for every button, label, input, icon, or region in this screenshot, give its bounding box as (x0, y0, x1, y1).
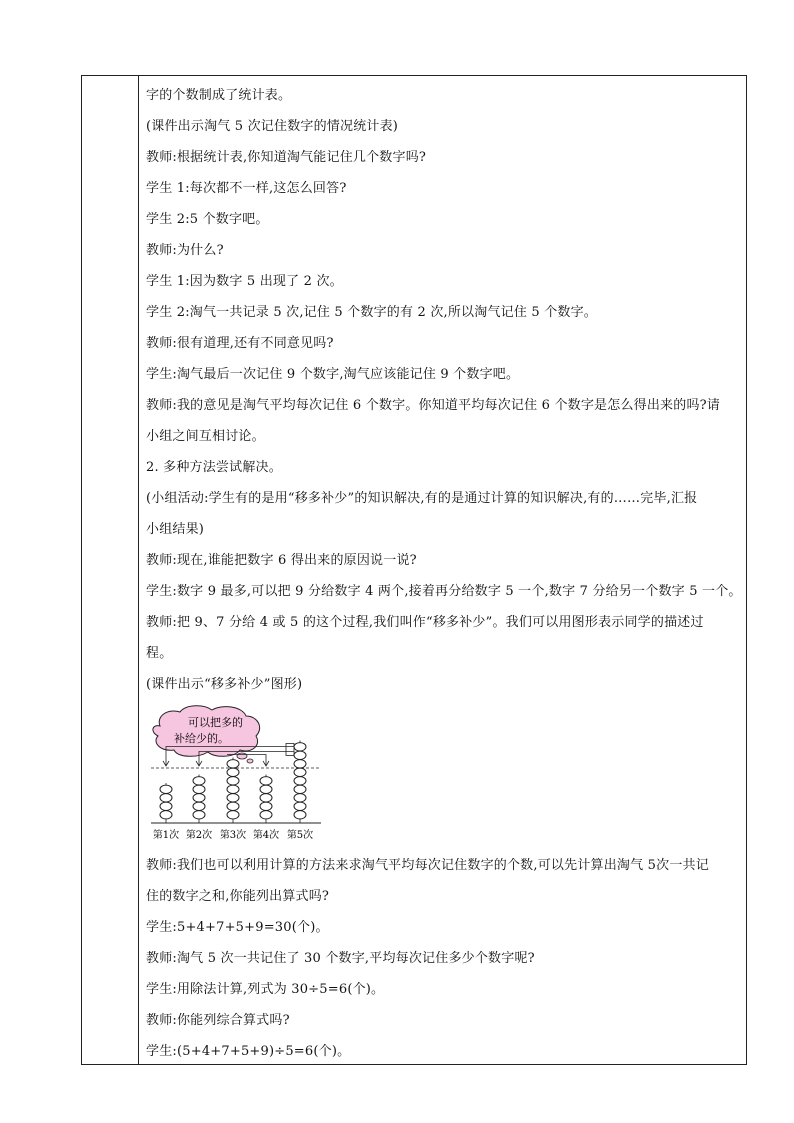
abacus-figure-svg (146, 704, 386, 844)
abacus-bead (227, 768, 239, 776)
text-line: 教师:把 9、7 分给 4 或 5 的这个过程,我们叫作“移多补少”。我们可以用图形表示同学的描述过 (146, 615, 704, 630)
bubble-text-1: 可以把多的 (188, 716, 243, 729)
moved-beads-bracket (286, 744, 294, 756)
text-line: 教师:现在,谁能把数字 6 得出来的原因说一说? (146, 553, 417, 568)
abacus-bead (260, 785, 272, 793)
abacus-bead (193, 777, 205, 785)
abacus-bead (160, 802, 172, 810)
text-line: 学生 2:5 个数字吧。 (146, 212, 269, 227)
move-more-fill-less-figure (146, 704, 386, 844)
text-line: (小组活动:学生有的是用“移多补少”的知识解决,有的是通过计算的知识解决,有的……完毕,汇报 (146, 491, 698, 506)
text-line: 教师:淘气 5 次一共记住了 30 个数字,平均每次记住多少个数字呢? (146, 951, 535, 966)
abacus-bead (294, 777, 306, 785)
column-label: 第2次 (185, 830, 213, 841)
text-block-top (146, 80, 742, 700)
abacus-bead (260, 794, 272, 802)
text-line: 学生 1:每次都不一样,这怎么回答? (146, 181, 347, 196)
abacus-bead (227, 794, 239, 802)
abacus-bead (227, 777, 239, 785)
abacus-bead (260, 777, 272, 785)
abacus-bead (193, 802, 205, 810)
text-line: 学生:(5+4+7+5+9)÷5=6(个)。 (146, 1044, 351, 1059)
abacus-bead (160, 785, 172, 793)
text-line: 学生 2:淘气一共记录 5 次,记住 5 个数字的有 2 次,所以淘气记住 5 个数字。 (146, 305, 597, 320)
abacus-bead (294, 743, 306, 751)
text-line: 程。 (146, 646, 173, 661)
abacus-bead (193, 785, 205, 793)
abacus-bead (294, 802, 306, 810)
text-line: 住的数字之和,你能列出算式吗? (146, 889, 330, 904)
abacus-bead (227, 811, 239, 819)
lesson-table (81, 75, 747, 1065)
abacus-bead (294, 785, 306, 793)
text-line: (课件出示“移多补少”图形) (146, 677, 303, 692)
text-line: 学生:数字 9 最多,可以把 9 分给数字 4 两个,接着再分给数字 5 一个,数字 7 分给另一个数字 5 一个。 (146, 584, 742, 599)
text-line: 教师:很有道理,还有不同意见吗? (146, 336, 334, 351)
abacus-bead (160, 794, 172, 802)
abacus-bead (294, 794, 306, 802)
text-line: 学生:5+4+7+5+9=30(个)。 (146, 920, 329, 935)
abacus-bead (294, 760, 306, 768)
text-line: 学生:淘气最后一次记住 9 个数字,淘气应该能记住 9 个数字吧。 (146, 367, 520, 382)
abacus-bead (260, 811, 272, 819)
abacus-bead (260, 802, 272, 810)
abacus-bead (193, 811, 205, 819)
table-content-cell (146, 80, 742, 1067)
column-label: 第1次 (152, 830, 180, 841)
text-line: 学生:用除法计算,列式为 30÷5=6(个)。 (146, 982, 385, 997)
table-left-column (82, 76, 139, 1064)
bubble-text-2: 补给少的。 (174, 732, 229, 745)
abacus-bead (294, 768, 306, 776)
text-line: 小组结果) (146, 522, 205, 537)
text-line: 2. 多种方法尝试解决。 (146, 460, 282, 475)
text-line: (课件出示淘气 5 次记住数字的情况统计表) (146, 119, 399, 134)
text-line: 小组之间互相讨论。 (146, 429, 265, 444)
column-label: 第5次 (286, 830, 314, 841)
column-label: 第4次 (252, 830, 280, 841)
text-line: 教师:你能列综合算式吗? (146, 1013, 290, 1028)
abacus-bead (160, 811, 172, 819)
abacus-bead (227, 802, 239, 810)
abacus-columns (151, 741, 321, 842)
column-label: 第3次 (219, 830, 247, 841)
abacus-bead (193, 794, 205, 802)
text-line: 教师:我的意见是淘气平均每次记住 6 个数字。你知道平均每次记住 6 个数字是怎么得出来的吗?请 (146, 398, 721, 413)
text-line: 教师:根据统计表,你知道淘气能记住几个数字吗? (146, 150, 427, 165)
abacus-bead (227, 760, 239, 768)
text-line: 教师:我们也可以利用计算的方法来求淘气平均每次记住数字的个数,可以先计算出淘气 5次一共记 (146, 858, 709, 873)
abacus-bead (227, 785, 239, 793)
text-line: 字的个数制成了统计表。 (146, 88, 292, 103)
text-block-bottom (146, 850, 742, 1067)
abacus-bead (294, 811, 306, 819)
text-line: 教师:为什么? (146, 243, 224, 258)
text-line: 学生 1:因为数字 5 出现了 2 次。 (146, 274, 343, 289)
abacus-bead (294, 751, 306, 759)
